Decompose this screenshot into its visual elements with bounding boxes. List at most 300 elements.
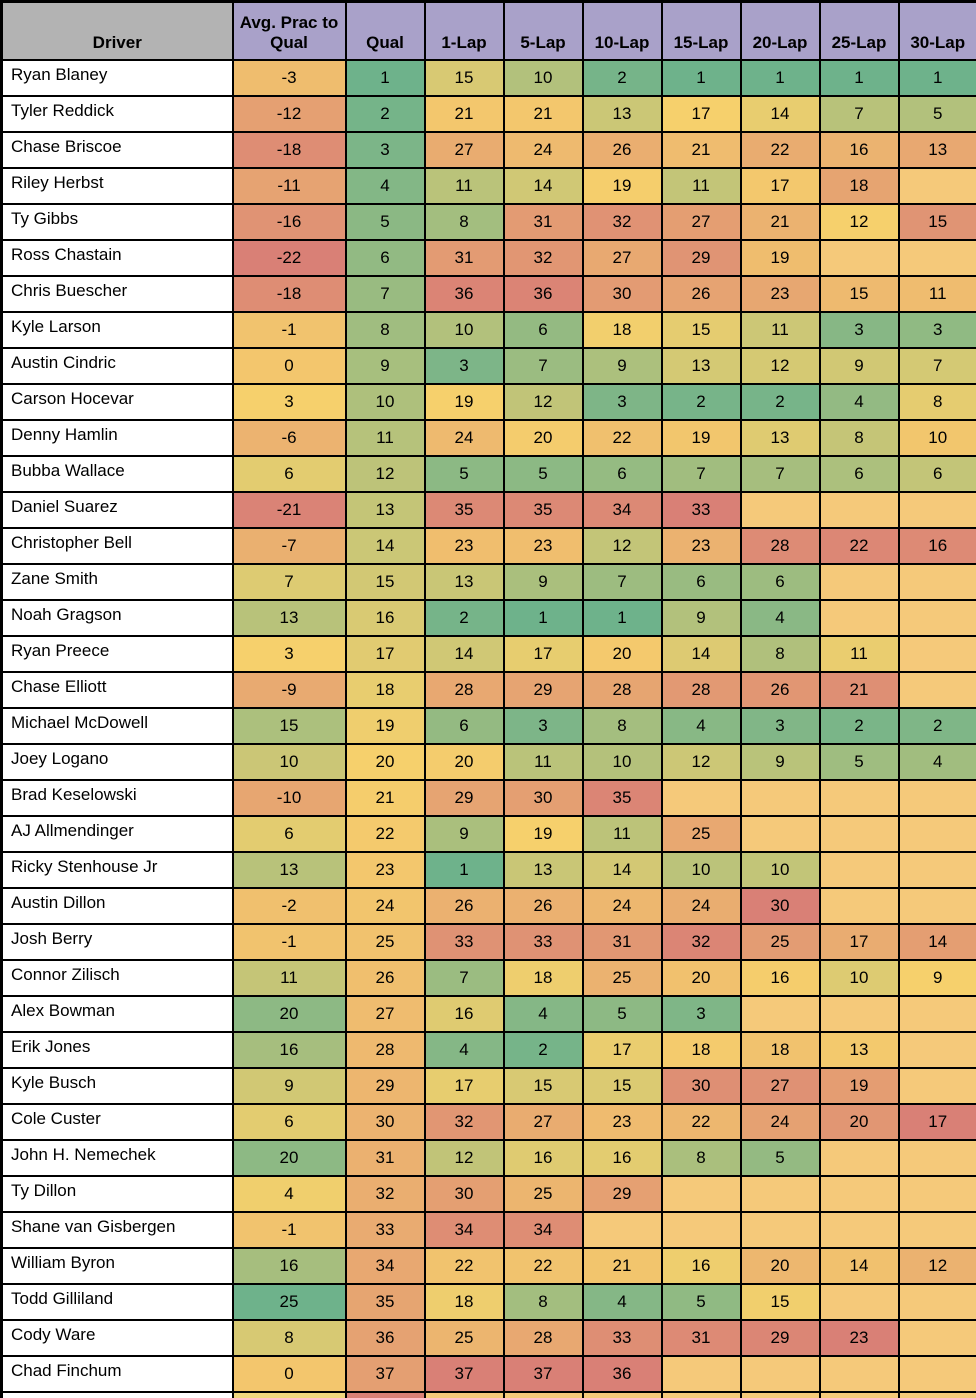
rank-cell-lap25: 12 bbox=[820, 204, 899, 240]
rank-cell-lap15: 5 bbox=[662, 1284, 741, 1320]
driver-name-cell: Josh Berry bbox=[2, 924, 233, 960]
rank-cell-avg_prac: 16 bbox=[233, 1032, 346, 1068]
table-body bbox=[2, 60, 976, 1398]
rank-cell-lap10 bbox=[583, 1212, 662, 1248]
rank-cell-lap10: 19 bbox=[583, 168, 662, 204]
rank-cell-lap10: 35 bbox=[583, 780, 662, 816]
rank-cell-lap15: 31 bbox=[662, 1320, 741, 1356]
driver-name-cell: Daniel Suarez bbox=[2, 492, 233, 528]
rank-cell-lap30: 14 bbox=[899, 924, 976, 960]
table-row bbox=[2, 780, 976, 816]
rank-cell-lap30 bbox=[899, 1032, 976, 1068]
rank-cell-lap1: 2 bbox=[425, 600, 504, 636]
rank-cell-lap25 bbox=[820, 600, 899, 636]
rank-cell-lap25 bbox=[820, 1392, 899, 1398]
rank-cell-avg_prac: -11 bbox=[233, 168, 346, 204]
rank-cell-lap30 bbox=[899, 240, 976, 276]
rank-cell-lap5: 32 bbox=[504, 240, 583, 276]
rank-cell-avg_prac: -18 bbox=[233, 276, 346, 312]
rank-cell-lap25: 17 bbox=[820, 924, 899, 960]
rank-cell-avg_prac: 0 bbox=[233, 348, 346, 384]
rank-cell-lap5: 22 bbox=[504, 1248, 583, 1284]
rank-cell-lap20: 7 bbox=[741, 456, 820, 492]
table-row bbox=[2, 348, 976, 384]
column-header-lap1: 1-Lap bbox=[425, 2, 504, 60]
rank-cell-lap20: 27 bbox=[741, 1068, 820, 1104]
rank-cell-lap10: 14 bbox=[583, 852, 662, 888]
rank-cell-lap25: 23 bbox=[820, 1320, 899, 1356]
rank-cell-lap10: 30 bbox=[583, 276, 662, 312]
table-row bbox=[2, 204, 976, 240]
rank-cell-lap10: 28 bbox=[583, 672, 662, 708]
rank-cell-lap20: 20 bbox=[741, 1248, 820, 1284]
rank-cell-avg_prac: -3 bbox=[233, 60, 346, 96]
rank-cell-lap5: 7 bbox=[504, 348, 583, 384]
driver-name-cell: Shane van Gisbergen bbox=[2, 1212, 233, 1248]
table-row bbox=[2, 384, 976, 420]
rank-cell-lap1: 11 bbox=[425, 168, 504, 204]
rank-cell-lap10: 36 bbox=[583, 1356, 662, 1392]
rank-cell-qual: 3 bbox=[346, 132, 425, 168]
rank-cell-lap30: 13 bbox=[899, 132, 976, 168]
rank-cell-lap1: 19 bbox=[425, 384, 504, 420]
driver-name-cell: Bubba Wallace bbox=[2, 456, 233, 492]
rank-cell-lap5: 5 bbox=[504, 456, 583, 492]
rank-cell-qual: 25 bbox=[346, 924, 425, 960]
rank-cell-lap20: 22 bbox=[741, 132, 820, 168]
rank-cell-lap20: 5 bbox=[741, 1140, 820, 1176]
driver-name-cell: Ty Dillon bbox=[2, 1176, 233, 1212]
rank-cell-lap10: 13 bbox=[583, 96, 662, 132]
rank-cell-lap15: 12 bbox=[662, 744, 741, 780]
table-row bbox=[2, 168, 976, 204]
rank-cell-lap20: 8 bbox=[741, 636, 820, 672]
rank-cell-lap15: 25 bbox=[662, 816, 741, 852]
rank-cell-lap15: 18 bbox=[662, 1032, 741, 1068]
table-header bbox=[2, 2, 976, 60]
rank-cell-lap10: 26 bbox=[583, 132, 662, 168]
rank-cell-qual: 18 bbox=[346, 672, 425, 708]
rank-cell-lap1: 22 bbox=[425, 1248, 504, 1284]
rank-cell-lap20: 29 bbox=[741, 1320, 820, 1356]
rank-cell-lap15: 24 bbox=[662, 888, 741, 924]
rank-cell-lap25: 19 bbox=[820, 1068, 899, 1104]
rank-cell-lap5: 2 bbox=[504, 1032, 583, 1068]
rank-cell-lap5: 26 bbox=[504, 888, 583, 924]
rank-cell-lap25 bbox=[820, 852, 899, 888]
rank-cell-lap10: 8 bbox=[583, 708, 662, 744]
rank-cell-lap30 bbox=[899, 1320, 976, 1356]
rank-cell-lap5: 1 bbox=[504, 600, 583, 636]
rank-cell-qual: 23 bbox=[346, 852, 425, 888]
rank-cell-lap30: 7 bbox=[899, 348, 976, 384]
rank-cell-lap5: 34 bbox=[504, 1212, 583, 1248]
rank-cell-qual: 17 bbox=[346, 636, 425, 672]
rank-cell-lap10: 22 bbox=[583, 420, 662, 456]
rank-cell-lap5: 11 bbox=[504, 744, 583, 780]
rank-cell-lap5: 21 bbox=[504, 96, 583, 132]
rank-cell-avg_prac: 20 bbox=[233, 1140, 346, 1176]
rank-cell-lap25: 18 bbox=[820, 168, 899, 204]
rank-cell-lap15: 15 bbox=[662, 312, 741, 348]
rank-cell-lap20: 10 bbox=[741, 852, 820, 888]
rank-cell-lap1: 28 bbox=[425, 672, 504, 708]
rank-cell-lap30 bbox=[899, 1284, 976, 1320]
driver-name-cell: AJ Allmendinger bbox=[2, 816, 233, 852]
rank-cell-avg_prac: 6 bbox=[233, 1104, 346, 1140]
rank-cell-lap5: 6 bbox=[504, 312, 583, 348]
rank-cell-avg_prac: -2 bbox=[233, 888, 346, 924]
rank-cell-qual: 1 bbox=[346, 60, 425, 96]
rank-cell-lap20: 12 bbox=[741, 348, 820, 384]
rank-cell-avg_prac: -1 bbox=[233, 924, 346, 960]
driver-name-cell bbox=[2, 1392, 233, 1398]
rank-cell-lap20: 4 bbox=[741, 600, 820, 636]
driver-name-cell: Chris Buescher bbox=[2, 276, 233, 312]
driver-name-cell: Cole Custer bbox=[2, 1104, 233, 1140]
table-row bbox=[2, 1068, 976, 1104]
driver-name-cell: Kyle Larson bbox=[2, 312, 233, 348]
driver-name-cell: John H. Nemechek bbox=[2, 1140, 233, 1176]
rank-cell-lap1 bbox=[425, 1392, 504, 1398]
rank-cell-lap15 bbox=[662, 780, 741, 816]
rank-cell-lap1: 1 bbox=[425, 852, 504, 888]
rank-cell-lap10: 4 bbox=[583, 1284, 662, 1320]
rank-cell-lap20: 9 bbox=[741, 744, 820, 780]
rank-cell-lap15: 9 bbox=[662, 600, 741, 636]
rank-cell-lap1: 10 bbox=[425, 312, 504, 348]
rank-cell-lap20: 26 bbox=[741, 672, 820, 708]
rank-cell-lap25: 7 bbox=[820, 96, 899, 132]
rank-cell-avg_prac: -1 bbox=[233, 1212, 346, 1248]
rank-cell-lap1: 30 bbox=[425, 1176, 504, 1212]
rank-cell-lap20: 18 bbox=[741, 1032, 820, 1068]
rank-cell-lap25: 13 bbox=[820, 1032, 899, 1068]
rank-cell-lap20: 11 bbox=[741, 312, 820, 348]
column-header-lap15: 15-Lap bbox=[662, 2, 741, 60]
rank-cell-lap20: 2 bbox=[741, 384, 820, 420]
column-header-qual: Qual bbox=[346, 2, 425, 60]
rank-cell-qual: 28 bbox=[346, 1032, 425, 1068]
rank-cell-lap30 bbox=[899, 672, 976, 708]
rank-cell-lap1: 12 bbox=[425, 1140, 504, 1176]
rank-cell-lap30 bbox=[899, 1176, 976, 1212]
rank-cell-lap1: 8 bbox=[425, 204, 504, 240]
rank-cell-lap25 bbox=[820, 1284, 899, 1320]
driver-name-cell: Ryan Blaney bbox=[2, 60, 233, 96]
rank-cell-lap10: 12 bbox=[583, 528, 662, 564]
rank-cell-lap10: 20 bbox=[583, 636, 662, 672]
rank-cell-lap10: 33 bbox=[583, 1320, 662, 1356]
rank-cell-lap10: 17 bbox=[583, 1032, 662, 1068]
rank-cell-avg_prac: 0 bbox=[233, 1356, 346, 1392]
rank-cell-qual: 21 bbox=[346, 780, 425, 816]
rank-cell-lap1: 29 bbox=[425, 780, 504, 816]
rank-cell-lap30 bbox=[899, 1392, 976, 1398]
rank-cell-lap20 bbox=[741, 1392, 820, 1398]
rank-cell-avg_prac: -1 bbox=[233, 312, 346, 348]
rank-cell-lap15 bbox=[662, 1212, 741, 1248]
rank-cell-qual: 34 bbox=[346, 1248, 425, 1284]
rank-cell-lap30 bbox=[899, 168, 976, 204]
rank-cell-lap1: 36 bbox=[425, 276, 504, 312]
rank-cell-qual: 8 bbox=[346, 312, 425, 348]
rank-cell-lap1: 32 bbox=[425, 1104, 504, 1140]
rank-cell-lap25 bbox=[820, 564, 899, 600]
rank-cell-lap25: 5 bbox=[820, 744, 899, 780]
rank-cell-lap20 bbox=[741, 1176, 820, 1212]
rank-cell-lap15: 6 bbox=[662, 564, 741, 600]
rank-cell-lap25 bbox=[820, 816, 899, 852]
rank-cell-lap30: 16 bbox=[899, 528, 976, 564]
rank-cell-lap30: 9 bbox=[899, 960, 976, 996]
rank-cell-lap1: 18 bbox=[425, 1284, 504, 1320]
rank-cell-lap1: 33 bbox=[425, 924, 504, 960]
rank-cell-lap25: 8 bbox=[820, 420, 899, 456]
rank-cell-avg_prac: 11 bbox=[233, 960, 346, 996]
table-row bbox=[2, 1284, 976, 1320]
table-row bbox=[2, 96, 976, 132]
rank-cell-lap15: 20 bbox=[662, 960, 741, 996]
rank-cell-lap15: 27 bbox=[662, 204, 741, 240]
rank-cell-lap5: 29 bbox=[504, 672, 583, 708]
rank-cell-avg_prac: 13 bbox=[233, 852, 346, 888]
rank-cell-qual: 15 bbox=[346, 564, 425, 600]
driver-name-cell: William Byron bbox=[2, 1248, 233, 1284]
rank-cell-lap15: 19 bbox=[662, 420, 741, 456]
rank-cell-lap5: 28 bbox=[504, 1320, 583, 1356]
rank-cell-lap25 bbox=[820, 1176, 899, 1212]
rank-cell-lap1: 27 bbox=[425, 132, 504, 168]
rank-cell-lap1: 24 bbox=[425, 420, 504, 456]
rank-cell-lap10: 5 bbox=[583, 996, 662, 1032]
rank-cell-lap20: 15 bbox=[741, 1284, 820, 1320]
rank-cell-lap1: 9 bbox=[425, 816, 504, 852]
rank-cell-qual: 31 bbox=[346, 1140, 425, 1176]
rank-cell-lap30: 6 bbox=[899, 456, 976, 492]
table-row bbox=[2, 60, 976, 96]
rank-cell-lap10: 10 bbox=[583, 744, 662, 780]
column-header-driver: Driver bbox=[2, 2, 233, 60]
rank-cell-lap30 bbox=[899, 1212, 976, 1248]
header-row bbox=[2, 2, 976, 60]
rank-cell-lap20: 16 bbox=[741, 960, 820, 996]
rank-cell-lap1: 35 bbox=[425, 492, 504, 528]
rank-cell-lap20: 3 bbox=[741, 708, 820, 744]
rank-cell-lap15: 1 bbox=[662, 60, 741, 96]
rank-cell-lap20: 6 bbox=[741, 564, 820, 600]
rank-cell-lap10: 24 bbox=[583, 888, 662, 924]
rank-cell-qual: 19 bbox=[346, 708, 425, 744]
rank-cell-lap25 bbox=[820, 1356, 899, 1392]
rank-cell-lap1: 6 bbox=[425, 708, 504, 744]
driver-name-cell: Chad Finchum bbox=[2, 1356, 233, 1392]
rank-cell-lap5: 13 bbox=[504, 852, 583, 888]
rank-cell-qual: 27 bbox=[346, 996, 425, 1032]
column-header-lap20: 20-Lap bbox=[741, 2, 820, 60]
rank-cell-lap10: 11 bbox=[583, 816, 662, 852]
rank-cell-lap25 bbox=[820, 780, 899, 816]
rank-cell-lap10: 32 bbox=[583, 204, 662, 240]
rank-cell-lap10: 15 bbox=[583, 1068, 662, 1104]
rank-cell-lap10: 25 bbox=[583, 960, 662, 996]
rank-cell-avg_prac: 3 bbox=[233, 384, 346, 420]
rank-cell-lap15: 8 bbox=[662, 1140, 741, 1176]
rank-cell-lap5: 35 bbox=[504, 492, 583, 528]
rank-cell-avg_prac: 10 bbox=[233, 744, 346, 780]
rank-cell-lap15: 7 bbox=[662, 456, 741, 492]
rank-cell-lap5: 14 bbox=[504, 168, 583, 204]
rank-cell-qual: 32 bbox=[346, 1176, 425, 1212]
rank-cell-lap25 bbox=[820, 1212, 899, 1248]
table-row bbox=[2, 600, 976, 636]
rank-cell-lap1: 31 bbox=[425, 240, 504, 276]
rank-cell-lap15: 22 bbox=[662, 1104, 741, 1140]
driver-name-cell: Riley Herbst bbox=[2, 168, 233, 204]
rank-cell-qual: 37 bbox=[346, 1356, 425, 1392]
table-row bbox=[2, 636, 976, 672]
rank-cell-lap30 bbox=[899, 816, 976, 852]
rank-cell-avg_prac: 16 bbox=[233, 1248, 346, 1284]
table-row bbox=[2, 528, 976, 564]
rank-cell-lap5: 15 bbox=[504, 1068, 583, 1104]
rank-cell-lap5: 23 bbox=[504, 528, 583, 564]
column-header-avg_prac: Avg. Prac to Qual bbox=[233, 2, 346, 60]
rank-cell-qual: 35 bbox=[346, 1284, 425, 1320]
rank-cell-lap5: 37 bbox=[504, 1356, 583, 1392]
rank-cell-lap30: 11 bbox=[899, 276, 976, 312]
table-row bbox=[2, 996, 976, 1032]
driver-name-cell: Ryan Preece bbox=[2, 636, 233, 672]
rank-cell-lap15: 11 bbox=[662, 168, 741, 204]
rank-cell-lap20 bbox=[741, 1356, 820, 1392]
rank-cell-lap15: 33 bbox=[662, 492, 741, 528]
rank-cell-qual: 11 bbox=[346, 420, 425, 456]
rank-cell-lap30 bbox=[899, 1356, 976, 1392]
rank-cell-lap1: 25 bbox=[425, 1320, 504, 1356]
rank-cell-lap30: 5 bbox=[899, 96, 976, 132]
rank-cell-lap30: 2 bbox=[899, 708, 976, 744]
rank-cell-avg_prac: -21 bbox=[233, 492, 346, 528]
rank-cell-lap25 bbox=[820, 240, 899, 276]
table-row bbox=[2, 456, 976, 492]
driver-name-cell: Zane Smith bbox=[2, 564, 233, 600]
rank-cell-lap30 bbox=[899, 600, 976, 636]
rank-cell-lap15: 13 bbox=[662, 348, 741, 384]
rank-cell-avg_prac: 13 bbox=[233, 600, 346, 636]
rank-cell-avg_prac: 20 bbox=[233, 996, 346, 1032]
driver-name-cell: Tyler Reddick bbox=[2, 96, 233, 132]
rank-cell-lap5: 10 bbox=[504, 60, 583, 96]
rank-cell-avg_prac: 25 bbox=[233, 1284, 346, 1320]
table-row bbox=[2, 1032, 976, 1068]
rank-cell-lap15: 23 bbox=[662, 528, 741, 564]
column-header-lap25: 25-Lap bbox=[820, 2, 899, 60]
rank-cell-lap10: 27 bbox=[583, 240, 662, 276]
rank-cell-lap5: 16 bbox=[504, 1140, 583, 1176]
table-row bbox=[2, 1248, 976, 1284]
driver-name-cell: Ty Gibbs bbox=[2, 204, 233, 240]
table-row bbox=[2, 312, 976, 348]
rank-cell-lap25: 14 bbox=[820, 1248, 899, 1284]
rank-cell-lap30: 15 bbox=[899, 204, 976, 240]
rank-cell-lap20: 23 bbox=[741, 276, 820, 312]
rank-cell-lap5: 36 bbox=[504, 276, 583, 312]
rank-cell-lap5: 19 bbox=[504, 816, 583, 852]
table-row bbox=[2, 672, 976, 708]
rank-cell-lap25: 3 bbox=[820, 312, 899, 348]
rank-cell-lap20: 24 bbox=[741, 1104, 820, 1140]
rank-cell-lap1: 26 bbox=[425, 888, 504, 924]
rank-cell-avg_prac: -7 bbox=[233, 528, 346, 564]
rank-cell-qual: 33 bbox=[346, 1212, 425, 1248]
driver-name-cell: Carson Hocevar bbox=[2, 384, 233, 420]
rank-cell-lap30: 10 bbox=[899, 420, 976, 456]
rank-cell-qual: 24 bbox=[346, 888, 425, 924]
rank-cell-lap20 bbox=[741, 816, 820, 852]
table-row bbox=[2, 708, 976, 744]
rank-cell-lap30: 4 bbox=[899, 744, 976, 780]
rank-cell-lap10: 3 bbox=[583, 384, 662, 420]
rank-cell-lap10: 1 bbox=[583, 600, 662, 636]
rank-cell-lap5: 30 bbox=[504, 780, 583, 816]
rank-cell-lap1: 3 bbox=[425, 348, 504, 384]
rank-cell-qual: 6 bbox=[346, 240, 425, 276]
rank-cell-qual: 9 bbox=[346, 348, 425, 384]
rank-cell-qual: 20 bbox=[346, 744, 425, 780]
rank-cell-lap10: 9 bbox=[583, 348, 662, 384]
table-row bbox=[2, 240, 976, 276]
rank-cell-lap15: 4 bbox=[662, 708, 741, 744]
rank-cell-avg_prac: -22 bbox=[233, 240, 346, 276]
rank-cell-lap10: 31 bbox=[583, 924, 662, 960]
rank-cell-lap30 bbox=[899, 888, 976, 924]
rank-cell-lap5: 31 bbox=[504, 204, 583, 240]
rank-cell-lap15: 14 bbox=[662, 636, 741, 672]
table-row bbox=[2, 1212, 976, 1248]
rank-cell-lap5: 12 bbox=[504, 384, 583, 420]
driver-name-cell: Kyle Busch bbox=[2, 1068, 233, 1104]
table-row bbox=[2, 1320, 976, 1356]
rank-cell-lap10: 23 bbox=[583, 1104, 662, 1140]
rank-cell-lap25 bbox=[820, 1140, 899, 1176]
driver-name-cell: Michael McDowell bbox=[2, 708, 233, 744]
rank-cell-lap1: 7 bbox=[425, 960, 504, 996]
rank-cell-lap15: 3 bbox=[662, 996, 741, 1032]
rank-cell-lap1: 23 bbox=[425, 528, 504, 564]
rank-cell-lap20: 30 bbox=[741, 888, 820, 924]
rank-cell-lap15 bbox=[662, 1176, 741, 1212]
rank-cell-lap30: 8 bbox=[899, 384, 976, 420]
partial-row-cutoff bbox=[2, 1392, 976, 1398]
rank-cell-lap30: 3 bbox=[899, 312, 976, 348]
rank-cell-lap25: 2 bbox=[820, 708, 899, 744]
driver-name-cell: Austin Dillon bbox=[2, 888, 233, 924]
column-header-lap10: 10-Lap bbox=[583, 2, 662, 60]
column-header-lap30: 30-Lap bbox=[899, 2, 976, 60]
rank-cell-lap30 bbox=[899, 492, 976, 528]
rank-cell-lap20: 25 bbox=[741, 924, 820, 960]
rank-cell-qual: 5 bbox=[346, 204, 425, 240]
rank-cell-lap15: 30 bbox=[662, 1068, 741, 1104]
rank-cell-lap5: 24 bbox=[504, 132, 583, 168]
rank-cell-lap25: 15 bbox=[820, 276, 899, 312]
rank-cell-lap15: 26 bbox=[662, 276, 741, 312]
table-row bbox=[2, 744, 976, 780]
rank-cell-lap10: 21 bbox=[583, 1248, 662, 1284]
rank-cell-lap1: 14 bbox=[425, 636, 504, 672]
rank-cell-lap20: 14 bbox=[741, 96, 820, 132]
